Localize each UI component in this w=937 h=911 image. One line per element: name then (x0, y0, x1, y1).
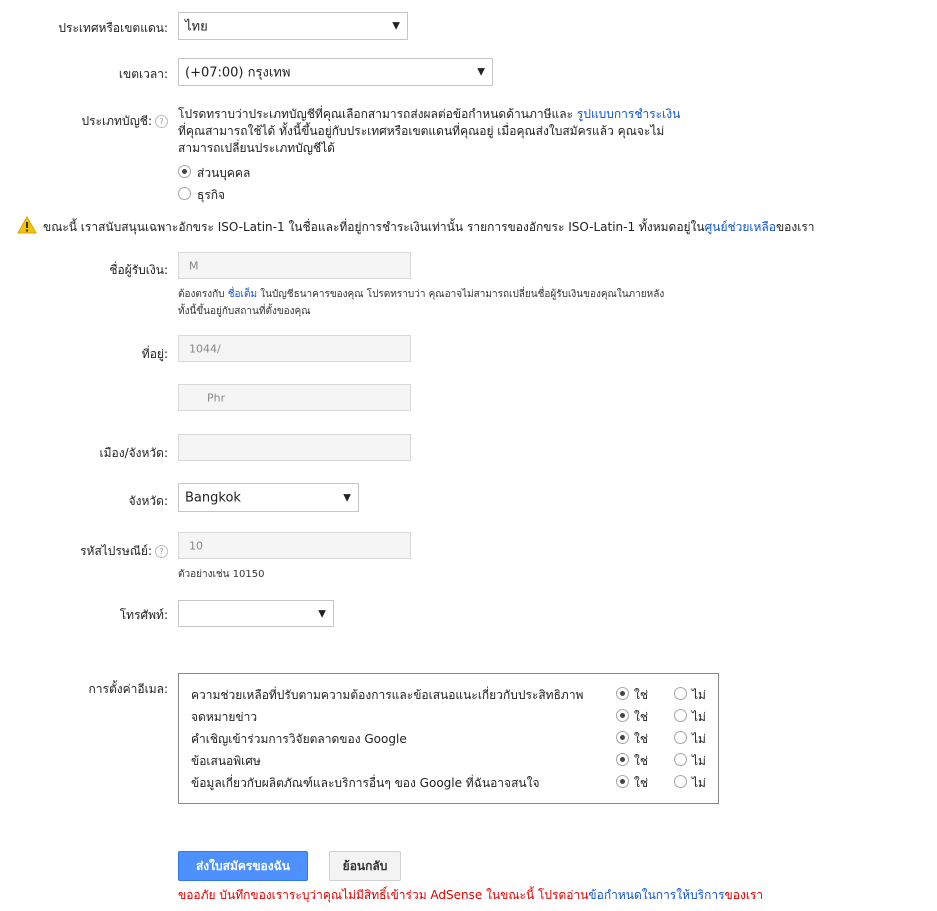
no-label[interactable]: ไม่ (692, 732, 706, 746)
email-pref-no-radio[interactable] (674, 731, 687, 744)
email-pref-yes-radio[interactable] (616, 753, 629, 766)
submit-application-button[interactable]: ส่งใบสมัครของฉัน (178, 851, 308, 881)
email-pref-no-radio[interactable] (674, 775, 687, 788)
email-settings-box (178, 673, 719, 804)
email-pref-yes-radio[interactable] (616, 687, 629, 700)
address-line2-value: Phr (207, 391, 226, 404)
yes-label[interactable]: ใช่ (634, 710, 649, 724)
payee-hint-rest: ในบัญชีธนาคารของคุณ โปรดทราบว่า คุณอาจไม่สามารถเปลี่ยนชื่อผู้รับเงินของคุณในภายหลัง (260, 289, 665, 300)
email-pref-label: ข้อมูลเกี่ยวกับผลิตภัณฑ์และบริการอื่นๆ ของ Google ที่ฉันอาจสนใจ (191, 776, 540, 790)
payee-value: M (189, 259, 199, 272)
country-select[interactable] (178, 12, 408, 40)
help-icon[interactable]: ? (155, 545, 168, 558)
yes-label[interactable]: ใช่ (634, 754, 649, 768)
warning-icon (17, 216, 37, 234)
error-text: ขออภัย บันทึกของเราระบุว่าคุณไม่มีสิทธิ์เข้าร่วม AdSense ในขณะนี้ โปรดอ่าน (178, 888, 589, 902)
terms-of-service-link[interactable]: ข้อกำหนดในการให้บริการ (588, 888, 725, 902)
no-label[interactable]: ไม่ (692, 776, 706, 790)
account-type-desc-line2: ที่คุณสามารถใช้ได้ ทั้งนี้ขึ้นอยู่กับประเทศหรือเขตแดนที่คุณอยู่ เมื่อคุณส่งใบสมัครแล้ว คุณจะไม่ (178, 124, 665, 138)
yes-label[interactable]: ใช่ (634, 776, 649, 790)
email-pref-no-radio[interactable] (674, 753, 687, 766)
email-pref-label: ข้อเสนอพิเศษ (191, 754, 261, 768)
yes-label[interactable]: ใช่ (634, 732, 649, 746)
postal-label (80, 542, 168, 561)
error-suffix: ของเรา (724, 888, 764, 902)
latin1-warning (43, 218, 815, 237)
no-label[interactable]: ไม่ (692, 754, 706, 768)
postal-example: ตัวอย่างเช่น 10150 (178, 569, 265, 580)
payee-label: ชื่อผู้รับเงิน: (109, 263, 168, 277)
email-pref-no-radio[interactable] (674, 709, 687, 722)
payee-input[interactable] (178, 252, 411, 279)
account-type-desc-text: โปรดทราบว่าประเภทบัญชีที่คุณเลือกสามารถส่งผลต่อข้อกำหนดด้านภาษีและ (178, 107, 574, 121)
address-line2-input[interactable] (178, 384, 411, 411)
phone-select[interactable] (178, 600, 334, 627)
account-type-label (82, 112, 168, 131)
account-type-business-radio[interactable] (178, 187, 191, 200)
email-pref-label: จดหมายข่าว (191, 710, 258, 724)
address-label: ที่อยู่: (141, 347, 168, 361)
email-pref-label: คำเชิญเข้าร่วมการวิจัยตลาดของ Google (191, 732, 407, 746)
account-type-desc-line3: สามารถเปลี่ยนประเภทบัญชีได้ (178, 141, 335, 155)
country-label: ประเทศหรือเขตแดน: (58, 21, 168, 35)
account-type-individual-label[interactable]: ส่วนบุคคล (197, 166, 251, 180)
account-type-description (178, 106, 718, 157)
email-pref-yes-radio[interactable] (616, 775, 629, 788)
address-line1-input[interactable] (178, 335, 411, 362)
account-type-individual-radio[interactable] (178, 165, 191, 178)
payment-methods-link[interactable]: รูปแบบการชำระเงิน (576, 107, 681, 121)
timezone-value: (+07:00) กรุงเทพ (185, 65, 291, 81)
no-label[interactable]: ไม่ (692, 710, 706, 724)
chevron-down-icon: ▼ (318, 608, 326, 619)
province-label: จังหวัด: (128, 494, 168, 508)
eligibility-error (178, 886, 763, 905)
postal-input[interactable] (178, 532, 411, 559)
yes-label[interactable]: ใช่ (634, 688, 649, 702)
province-value: Bangkok (185, 490, 241, 505)
help-icon[interactable]: ? (155, 115, 168, 128)
no-label[interactable]: ไม่ (692, 688, 706, 702)
email-pref-yes-radio[interactable] (616, 709, 629, 722)
back-button[interactable]: ย้อนกลับ (329, 851, 401, 881)
timezone-select[interactable] (178, 58, 493, 86)
email-pref-no-radio[interactable] (674, 687, 687, 700)
address-line1-value: 1044/ (189, 342, 221, 355)
chevron-down-icon: ▼ (343, 492, 351, 503)
country-value: ไทย (185, 19, 208, 35)
warning-suffix: ของเรา (775, 220, 815, 234)
postal-value: 10 (189, 539, 203, 552)
payee-hint-line2: ทั้งนี้ขึ้นอยู่กับสถานที่ตั้งของคุณ (178, 306, 311, 317)
email-pref-yes-radio[interactable] (616, 731, 629, 744)
full-name-link[interactable]: ชื่อเต็ม (227, 289, 258, 300)
account-type-business-label[interactable]: ธุรกิจ (197, 188, 226, 202)
email-settings-label: การตั้งค่าอีเมล: (88, 682, 168, 696)
chevron-down-icon: ▼ (392, 20, 400, 32)
phone-label: โทรศัพท์: (119, 608, 168, 622)
province-select[interactable] (178, 483, 359, 512)
timezone-label: เขตเวลา: (118, 67, 168, 81)
payee-hint-line1 (178, 287, 664, 302)
city-label: เมือง/จังหวัด: (99, 446, 168, 460)
account-type-label-text: ประเภทบัญชี: (81, 114, 152, 128)
city-input[interactable] (178, 434, 411, 461)
email-pref-label: ความช่วยเหลือที่ปรับตามความต้องการและข้อเสนอแนะเกี่ยวกับประสิทธิภาพ (191, 688, 584, 702)
warning-text: ขณะนี้ เราสนับสนุนเฉพาะอักขระ ISO-Latin-1 ในชื่อและที่อยู่การชำระเงินเท่านั้น รายการของอักขระ ISO-Latin-1 ทั้งหมดอยู่ใน (43, 220, 705, 234)
help-center-link[interactable]: ศูนย์ช่วยเหลือ (704, 220, 776, 234)
chevron-down-icon: ▼ (477, 66, 485, 78)
account-type-desc-line1 (178, 106, 718, 123)
postal-label-text: รหัสไปรษณีย์: (80, 544, 152, 558)
payee-hint-prefix: ต้องตรงกับ (178, 289, 225, 300)
